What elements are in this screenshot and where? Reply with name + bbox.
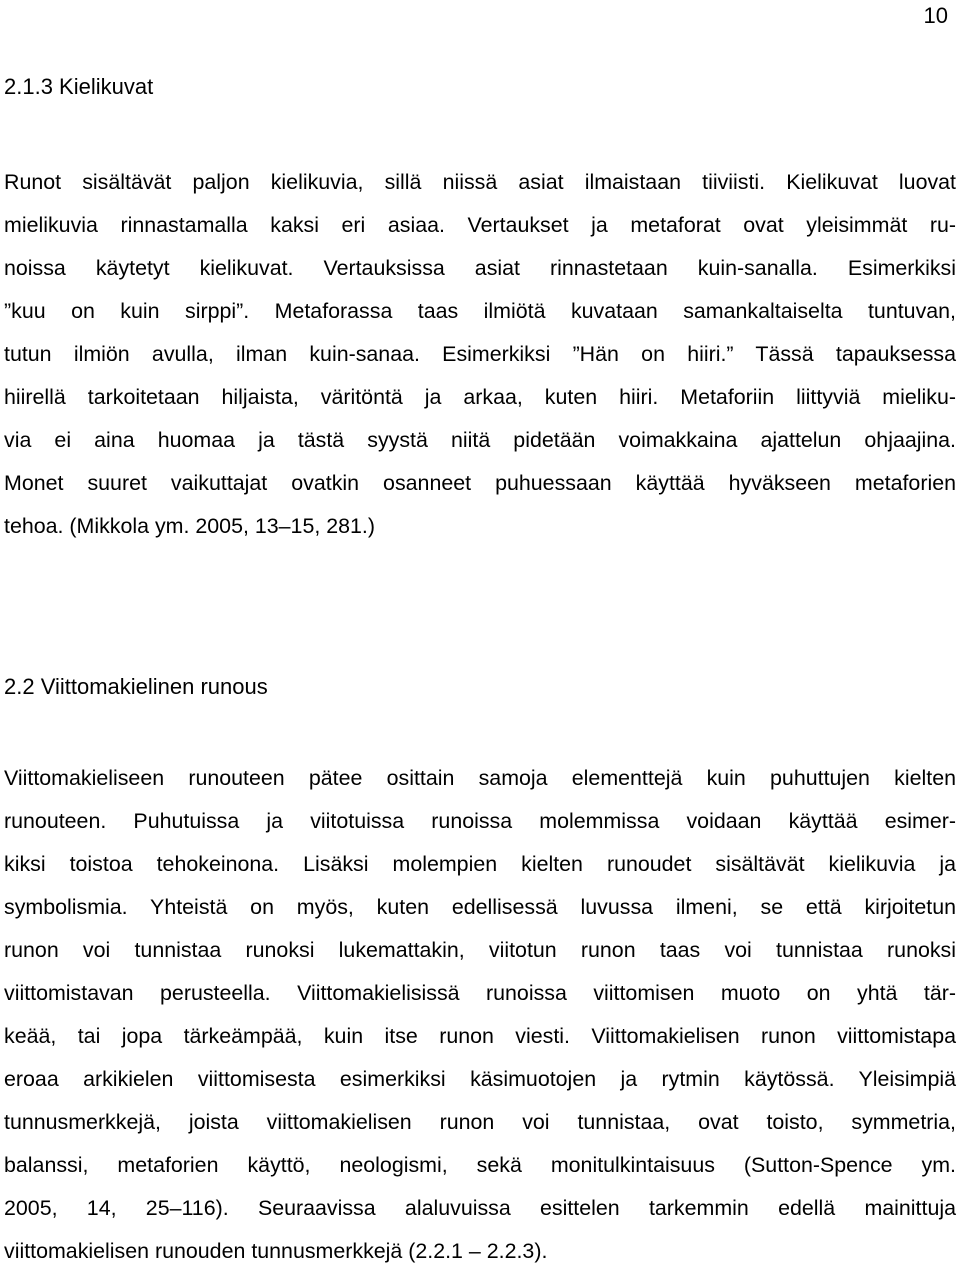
text-line: viittomistavan perusteella. Viittomakielisissä runoissa viittomisen muoto on yhtä tär- xyxy=(4,981,956,1005)
page-number: 10 xyxy=(923,3,948,28)
section-heading-viittomakielinen-runous: 2.2 Viittomakielinen runous xyxy=(4,674,268,699)
text-line: via ei aina huomaa ja tästä syystä niitä pidetään voimakkaina ajattelun ohjaajina. xyxy=(4,428,956,452)
paragraph-viittomakielinen-runous xyxy=(4,764,956,1280)
text-line: noissa käytetyt kielikuvat. Vertauksissa asiat rinnastetaan kuin-sanalla. Esimerkiksi xyxy=(4,256,956,280)
text-line: tunnusmerkkejä, joista viittomakielisen runon voi tunnistaa, ovat toisto, symmetria, xyxy=(4,1110,956,1134)
text-line: Runot sisältävät paljon kielikuvia, sillä niissä asiat ilmaistaan tiiviisti. Kielikuvat luovat xyxy=(4,170,956,194)
text-line: tehoa. (Mikkola ym. 2005, 13–15, 281.) xyxy=(4,514,375,538)
text-line: viittomakielisen runouden tunnusmerkkejä (2.2.1 – 2.2.3). xyxy=(4,1239,548,1263)
text-line: hiirellä tarkoitetaan hiljaista, väritöntä ja arkaa, kuten hiiri. Metaforiin liittyviä mieliku- xyxy=(4,385,956,409)
text-line: kiksi toistoa tehokeinona. Lisäksi molempien kielten runoudet sisältävät kielikuvia ja xyxy=(4,852,956,876)
text-line: mielikuvia rinnastamalla kaksi eri asiaa. Vertaukset ja metaforat ovat yleisimmät ru- xyxy=(4,213,956,237)
text-line: 2005, 14, 25–116). Seuraavissa alaluvuissa esittelen tarkemmin edellä mainittuja xyxy=(4,1196,956,1220)
text-line: Viittomakieliseen runouteen pätee osittain samoja elementtejä kuin puhuttujen kielten xyxy=(4,766,956,790)
text-line: runouteen. Puhutuissa ja viitotuissa runoissa molemmissa voidaan käyttää esimer- xyxy=(4,809,956,833)
text-line: balanssi, metaforien käyttö, neologismi, sekä monitulkintaisuus (Sutton-Spence ym. xyxy=(4,1153,956,1177)
text-line: keää, tai jopa tärkeämpää, kuin itse runon viesti. Viittomakielisen runon viittomistapa xyxy=(4,1024,956,1048)
text-line: tutun ilmiön avulla, ilman kuin-sanaa. Esimerkiksi ”Hän on hiiri.” Tässä tapauksessa xyxy=(4,342,956,366)
text-line: eroaa arkikielen viittomisesta esimerkiksi käsimuotojen ja rytmin käytössä. Yleisimpiä xyxy=(4,1067,956,1091)
text-line: runon voi tunnistaa runoksi lukemattakin, viitotun runon taas voi tunnistaa runoksi xyxy=(4,938,956,962)
paragraph-kielikuvat xyxy=(4,168,956,555)
section-heading-kielikuvat: 2.1.3 Kielikuvat xyxy=(4,74,154,99)
text-line: symbolismia. Yhteistä on myös, kuten edellisessä luvussa ilmeni, se että kirjoitetun xyxy=(4,895,956,919)
text-line: Monet suuret vaikuttajat ovatkin osanneet puhuessaan käyttää hyväkseen metaforien xyxy=(4,471,956,495)
text-line: ”kuu on kuin sirppi”. Metaforassa taas ilmiötä kuvataan samankaltaiselta tuntuvan, xyxy=(4,299,956,323)
